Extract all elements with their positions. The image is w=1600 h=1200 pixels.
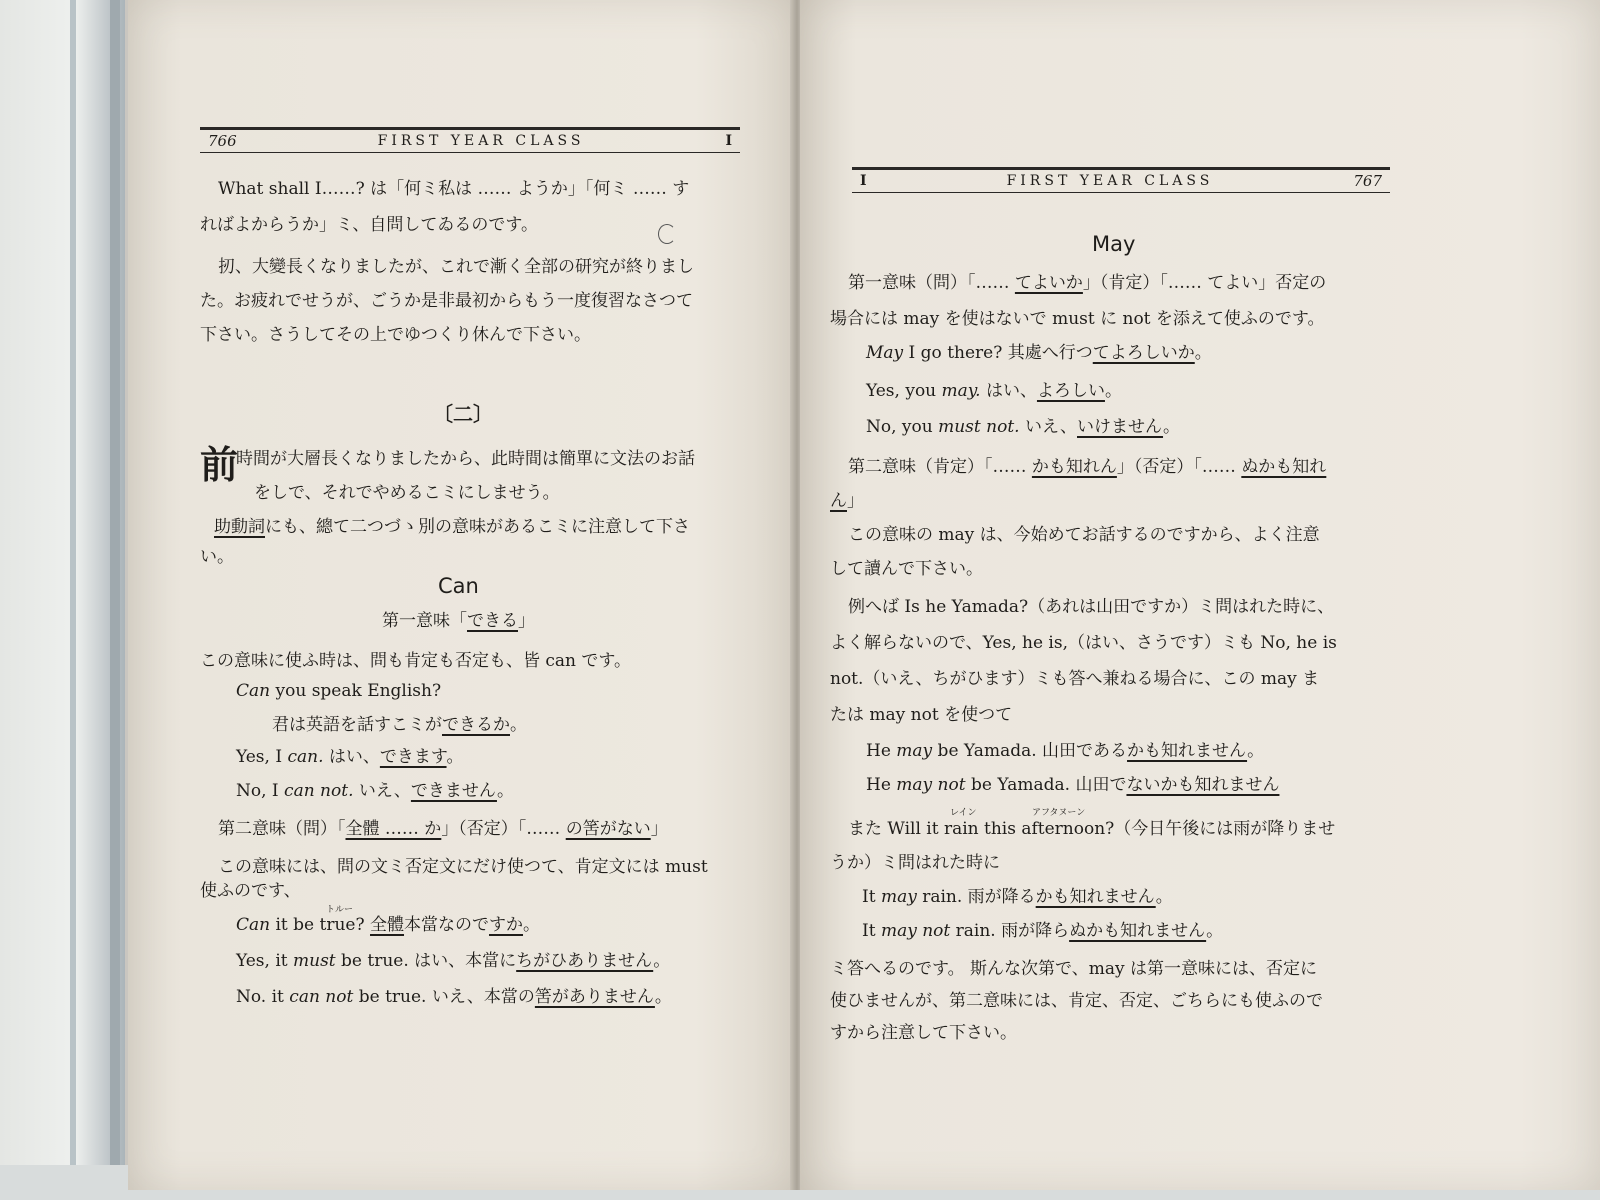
right-page — [800, 0, 1600, 1190]
text-line: 例へば Is he Yamada?（あれは山田ですか）ミ問はれた時に、 — [848, 597, 1335, 617]
italic-span: may not — [896, 775, 966, 795]
text-span: Yes, I — [236, 747, 288, 767]
text-span: 。 — [1163, 417, 1181, 437]
text-span: Yes, it — [236, 951, 294, 971]
underlined-term: の筈がない — [565, 819, 651, 839]
text-span: 第一意味（問）「…… — [848, 273, 1015, 293]
text-span: you speak English? — [270, 681, 442, 701]
example-line — [272, 714, 527, 736]
example-line — [866, 342, 1212, 364]
text-span: rain. 雨が降ら — [950, 921, 1070, 941]
example-line — [236, 746, 464, 768]
underlined-term: ん — [830, 491, 847, 511]
text-line — [218, 818, 668, 840]
text-span: It — [862, 921, 881, 941]
underlined-term: できます — [379, 747, 447, 767]
running-title: FIRST YEAR CLASS — [1006, 173, 1214, 189]
can-heading: Can — [438, 574, 479, 598]
underlined-term: ちがひありません — [516, 951, 654, 971]
text-line: をしで、それでやめるこミにしませう。 — [254, 483, 560, 503]
underlined-term: 全體 …… か — [345, 819, 442, 839]
text-line: この意味に使ふ時は、問も肯定も否定も、皆 can です。 — [200, 651, 632, 671]
underlined-term: かも知れません — [1035, 887, 1156, 907]
cover-strip — [110, 0, 120, 1200]
text-span: 第二意味（肯定）「…… — [848, 457, 1032, 477]
ruby-annotation: アフタヌーン — [1032, 808, 1086, 818]
text-span: いえ、 — [353, 781, 411, 801]
text-span: 。 — [1206, 921, 1224, 941]
text-span: 」（否定）「…… — [441, 819, 566, 839]
underlined-term: できる — [467, 611, 518, 631]
text-line — [848, 272, 1326, 294]
text-span: be Yamada. 山田で — [965, 775, 1127, 795]
example-line — [236, 986, 672, 1008]
underlined-term: できるか — [442, 715, 510, 735]
may-heading: May — [1092, 232, 1136, 256]
example-line — [866, 416, 1180, 438]
text-line: 場合には may を使はないで must に not を添えて使ふのです。 — [830, 309, 1325, 329]
text-line: うか）ミ問はれた時に — [830, 853, 1000, 873]
text-line — [382, 610, 535, 632]
italic-span: may. — [941, 381, 981, 401]
text-line: 扨、大變長くなりましたが、これで漸く全部の研究が終りまし — [218, 257, 694, 277]
text-span: 。 — [523, 915, 541, 935]
example-line — [862, 886, 1173, 908]
text-span: 第二意味（問）「 — [218, 819, 346, 839]
section-heading: 〔二〕 — [433, 402, 493, 426]
text-span: 。 — [496, 781, 514, 801]
underlined-term: ぬかも知れません — [1069, 921, 1207, 941]
text-line: What shall I……? は「何ミ私は …… ようか」「何ミ …… す — [218, 179, 690, 199]
text-span: 第一意味「 — [382, 611, 467, 631]
underlined-term: 助動詞 — [214, 517, 265, 537]
text-line: 使ふのです、 — [200, 881, 301, 901]
underlined-term: できません — [410, 781, 497, 801]
drop-cap: 前 — [200, 442, 239, 487]
underlined-term: てよいか — [1014, 273, 1083, 293]
text-span: 本當なので — [404, 915, 490, 935]
text-span: 。 — [654, 987, 672, 1007]
ruby-annotation: レイン — [950, 808, 977, 818]
text-span: I go there? 其處へ行つ — [903, 343, 1093, 363]
text-span: 君は英語を話すこミが — [272, 715, 442, 735]
underlined-term: よろしい — [1036, 381, 1105, 401]
section-mark: I — [725, 133, 732, 149]
text-line: 下さい。さうしてその上でゆつくり休んで下さい。 — [200, 325, 591, 345]
italic-span: can. — [287, 747, 324, 767]
text-span: 。 — [1155, 887, 1173, 907]
text-span: 。 — [653, 951, 671, 971]
italic-span: Can — [236, 915, 271, 935]
text-span: No. it — [236, 987, 290, 1007]
running-title: FIRST YEAR CLASS — [377, 133, 585, 149]
underlined-term: かも知れん — [1031, 457, 1117, 477]
text-line — [214, 516, 690, 538]
text-line: たは may not を使つて — [830, 705, 1013, 725]
underlined-term: かも知れません — [1127, 741, 1248, 761]
text-span: 」 — [847, 491, 864, 511]
text-span: It — [862, 887, 881, 907]
text-span: いえ、 — [1019, 417, 1077, 437]
italic-span: must — [293, 951, 336, 971]
left-page — [128, 0, 796, 1190]
italic-span: may — [896, 741, 933, 761]
ruby-annotation: トルー — [326, 905, 354, 915]
text-line — [848, 456, 1326, 478]
text-span: 」（肯定）「…… てよい」否定の — [1082, 273, 1327, 293]
text-line: 時間が大層長くなりましたから、此時間は簡單に文法のお話 — [236, 449, 695, 469]
example-line — [862, 920, 1223, 942]
left-page-header — [200, 127, 740, 153]
text-line: して讀んで下さい。 — [830, 559, 983, 579]
text-line — [830, 490, 864, 512]
underlined-term: すか — [489, 915, 524, 935]
text-span: 。 — [510, 715, 527, 735]
example-line — [236, 950, 670, 972]
text-span: be true. はい、本當に — [335, 951, 517, 971]
text-span: はい、 — [980, 381, 1037, 401]
text-line: すから注意して下さい。 — [830, 1023, 1017, 1043]
example-line — [866, 380, 1122, 402]
page-number: 766 — [208, 132, 237, 150]
pencil-mark — [658, 224, 676, 244]
text-span: be true. いえ、本當の — [353, 987, 535, 1007]
italic-span: can not — [289, 987, 354, 1007]
text-span: 。 — [446, 747, 464, 767]
text-span: 」（否定）「…… — [1116, 457, 1242, 477]
text-line: また Will it rain this afternoon?（今日午後には雨が降りませ — [848, 819, 1336, 839]
text-span: No, you — [866, 417, 939, 437]
italic-span: may — [880, 887, 917, 907]
italic-span: May — [866, 343, 904, 363]
text-line: た。お疲れでせうが、ごうか是非最初からもう一度復習なさつて — [200, 291, 693, 311]
text-span: rain. 雨が降る — [916, 887, 1036, 907]
underlined-term: ないかも知れません — [1126, 775, 1280, 795]
text-line: ミ答へるのです。 斯んな次第で、may は第一意味には、否定に — [830, 959, 1317, 979]
text-span: it be true? — [270, 915, 371, 935]
underlined-term: いけません — [1077, 417, 1164, 437]
italic-span: may not — [880, 921, 951, 941]
underlined-term: 筈がありません — [534, 987, 655, 1007]
text-span: にも、總て二つづゝ別の意味があるこミに注意して下さ — [265, 517, 690, 537]
text-span: No, I — [236, 781, 285, 801]
text-span: 。 — [1104, 381, 1122, 401]
italic-span: must not. — [938, 417, 1020, 437]
text-line: この意味には、問の文ミ否定文にだけ使つて、肯定文には must — [218, 857, 708, 877]
text-span: be Yamada. 山田である — [932, 741, 1128, 761]
italic-span: can not. — [284, 781, 354, 801]
text-span: He — [866, 775, 897, 795]
text-line: not.（いえ、ちがひます）ミも答へ兼ねる場合に、この may ま — [830, 669, 1320, 689]
text-span: Yes, you — [866, 381, 942, 401]
italic-span: Can — [236, 681, 271, 701]
text-span: 。 — [1247, 741, 1265, 761]
page-number: 767 — [1353, 172, 1382, 190]
text-span: 。 — [1194, 343, 1212, 363]
book-cover-edge — [0, 0, 125, 1200]
text-span: はい、 — [323, 747, 380, 767]
text-span: 」 — [650, 819, 668, 839]
example-line — [236, 780, 514, 802]
example-line — [236, 914, 540, 936]
example-line — [866, 740, 1264, 762]
underlined-term: てよろしいか — [1092, 343, 1195, 363]
text-span: He — [866, 741, 897, 761]
text-line: い。 — [200, 547, 234, 567]
text-line: よく解らないので、Yes, he is,（はい、さうです）ミも No, he is — [830, 633, 1337, 653]
example-line — [236, 680, 441, 702]
text-line: ればよからうか」ミ、自問してゐるのです。 — [200, 215, 538, 235]
text-line: 使ひませんが、第二意味には、肯定、否定、ごちらにも使ふので — [830, 991, 1323, 1011]
text-line: この意味の may は、今始めてお話するのですから、よく注意 — [848, 525, 1320, 545]
right-page-header — [852, 167, 1390, 193]
text-span: 」 — [518, 611, 535, 631]
underlined-term: 全體 — [370, 915, 405, 935]
section-mark: I — [860, 173, 867, 189]
underlined-term: ぬかも知れ — [1241, 457, 1327, 477]
cover-strip — [70, 0, 76, 1200]
example-line — [866, 774, 1279, 796]
